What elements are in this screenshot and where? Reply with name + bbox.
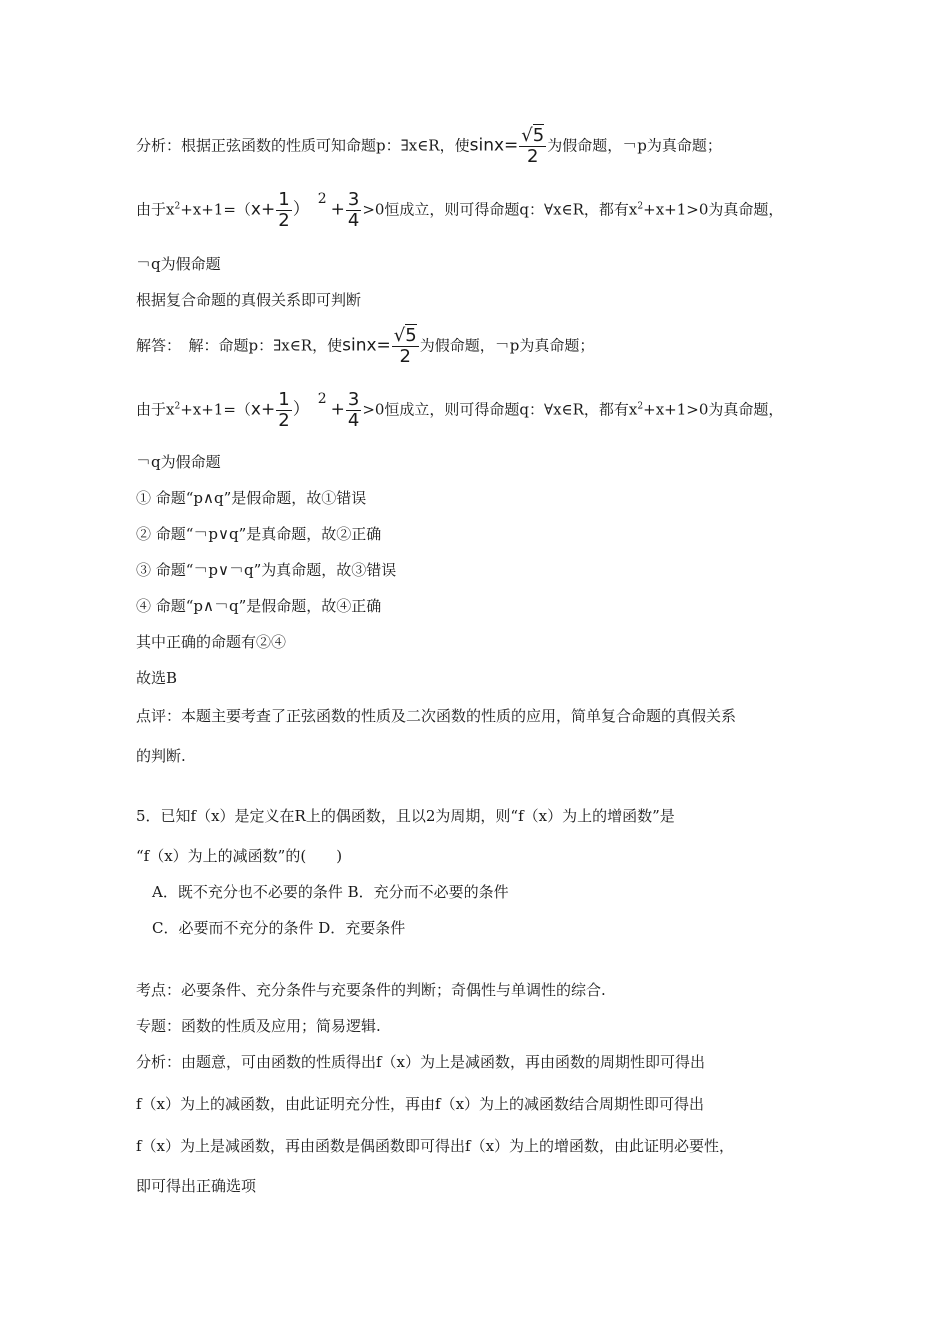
question-5-stem-2: “f（x）为上的减函数”的( ) xyxy=(136,847,343,865)
square-superscript: 2 xyxy=(174,201,181,212)
fenxi-line-4: 即可得出正确选项 xyxy=(136,1177,257,1195)
analysis-intro: 分析：根据正弦函数的性质可知命题p：∃x∈R，使 xyxy=(136,136,470,155)
solution-item-2: ② 命题“￢p∨q”是真命题，故②正确 xyxy=(136,525,382,543)
q-statement-2: >0恒成立，则可得命题q：∀x∈R，都有x xyxy=(362,400,638,419)
solution-line-3: ￢q为假命题 xyxy=(136,453,221,471)
solution-line-1 xyxy=(136,326,594,367)
sqrt-radicand-2: 5 xyxy=(405,325,417,346)
analysis-line-1 xyxy=(136,126,722,167)
fenxi-line-2: f（x）为上的减函数，由此证明充分性，再由f（x）为上的减函数结合周期性即可得出 xyxy=(136,1095,705,1113)
sqrt-symbol: √ xyxy=(521,125,533,146)
fenxi-line-1: 分析：由题意，可由函数的性质得出f（x）为上是减函数，再由函数的周期性即可得出 xyxy=(136,1053,706,1071)
three-quarters-fraction xyxy=(346,190,361,231)
three-quarters-fraction-2 xyxy=(346,390,361,431)
solution-item-1: ① 命题“p∧q”是假命题，故①错误 xyxy=(136,489,367,507)
quarter-denominator-2: 4 xyxy=(347,410,360,431)
half-denominator-2: 2 xyxy=(278,410,290,431)
sqrt5-over-2-fraction xyxy=(519,126,546,167)
plus-sign-2: + xyxy=(330,399,345,420)
analysis-line-2 xyxy=(136,190,783,231)
question-5-options-cd: C．必要而不充分的条件 D．充要条件 xyxy=(152,919,406,937)
question-5-options-ab: A．既不充分也不必要的条件 B．充分而不必要的条件 xyxy=(152,883,509,901)
half-denominator: 2 xyxy=(278,210,290,231)
quarter-numerator-2: 3 xyxy=(347,389,360,410)
quadratic-prefix: 由于x xyxy=(136,200,175,219)
plus-sign: + xyxy=(330,199,345,220)
solution-line-2 xyxy=(136,390,783,431)
x-plus-2: x+ xyxy=(250,399,276,420)
x-plus: x+ xyxy=(250,199,276,220)
half-numerator-2: 1 xyxy=(278,389,290,410)
sinx-label: sinx= xyxy=(469,135,519,156)
exponent-2: 2 xyxy=(317,190,327,207)
analysis-p-conclusion: 为假命题，￢p为真命题； xyxy=(547,136,722,155)
kaodian-line: 考点：必要条件、充分条件与充要条件的判断；奇偶性与单调性的综合. xyxy=(136,981,606,999)
quadratic-mid: +x+1=（ xyxy=(180,200,251,219)
solution-answer: 故选B xyxy=(136,669,178,687)
fenxi-line-3: f（x）为上是减函数，再由函数是偶函数即可得出f（x）为上的增函数，由此证明必要性， xyxy=(136,1137,735,1155)
exponent-2b: 2 xyxy=(317,390,327,407)
comment-line-2: 的判断. xyxy=(136,747,186,765)
comment-line-1: 点评：本题主要考查了正弦函数的性质及二次函数的性质的应用，简单复合命题的真假关系 xyxy=(136,707,737,725)
fraction-denominator: 2 xyxy=(527,146,539,167)
half-fraction-2 xyxy=(276,390,291,431)
analysis-line-3: ￢q为假命题 xyxy=(136,255,221,273)
half-fraction xyxy=(276,190,291,231)
square-superscript-2: 2 xyxy=(637,201,644,212)
square-superscript-4: 2 xyxy=(637,401,644,412)
question-5-stem-1: 5．已知f（x）是定义在R上的偶函数，且以2为周期，则“f（x）为上的增函数”是 xyxy=(136,807,675,825)
half-numerator: 1 xyxy=(278,189,290,210)
q-statement-end: +x+1>0为真命题， xyxy=(643,200,784,219)
square-superscript-3: 2 xyxy=(174,401,181,412)
solution-item-4: ④ 命题“p∧￢q”是假命题，故④正确 xyxy=(136,597,382,615)
analysis-line-4: 根据复合命题的真假关系即可判断 xyxy=(136,291,362,309)
close-paren-2: ） xyxy=(292,399,310,420)
sqrt-radicand: 5 xyxy=(532,125,545,146)
fraction-denominator-2: 2 xyxy=(399,346,411,367)
quarter-denominator: 4 xyxy=(347,210,360,231)
quarter-numerator: 3 xyxy=(347,189,360,210)
quadratic-mid-2: +x+1=（ xyxy=(180,400,251,419)
quadratic-prefix-2: 由于x xyxy=(136,400,175,419)
q-statement-end-2: +x+1>0为真命题， xyxy=(643,400,784,419)
sqrt5-over-2-fraction-2 xyxy=(392,326,419,367)
close-paren: ） xyxy=(292,199,310,220)
solution-item-3: ③ 命题“￢p∨￢q”为真命题，故③错误 xyxy=(136,561,397,579)
zhuanti-line: 专题：函数的性质及应用；简易逻辑. xyxy=(136,1017,381,1035)
solution-p-conclusion: 为假命题，￢p为真命题； xyxy=(419,336,595,355)
solution-conclusion: 其中正确的命题有②④ xyxy=(136,633,287,651)
sinx-label-2: sinx= xyxy=(342,335,391,356)
q-statement: >0恒成立，则可得命题q：∀x∈R，都有x xyxy=(362,200,638,219)
solution-intro: 解答： 解：命题p：∃x∈R，使 xyxy=(136,336,343,355)
sqrt-symbol-2: √ xyxy=(393,325,406,346)
